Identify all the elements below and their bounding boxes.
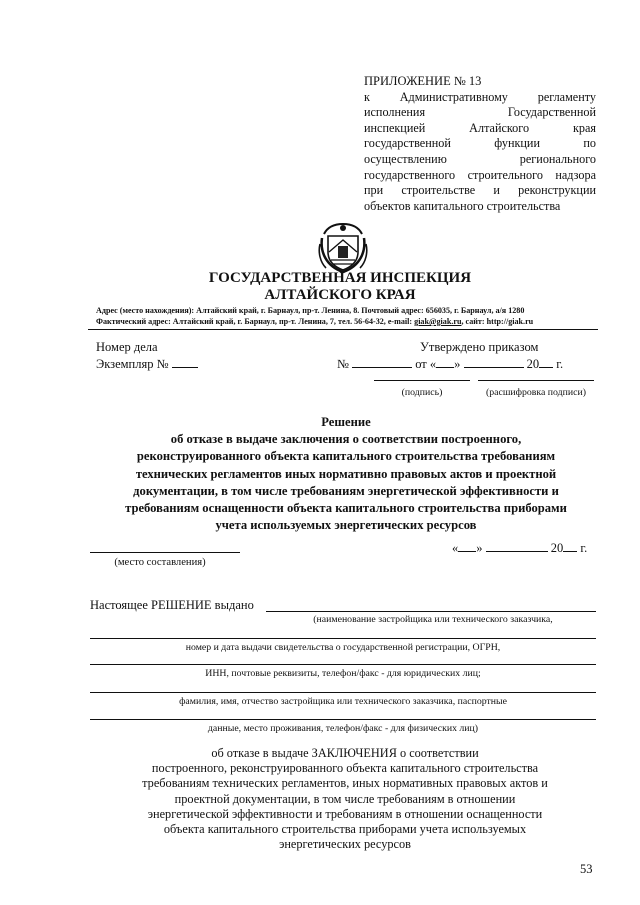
- case-number-label: Номер дела: [96, 340, 158, 354]
- address-text: , сайт: http://giak.ru: [461, 317, 534, 326]
- approved-label: Утверждено приказом: [420, 340, 539, 354]
- appendix-title: ПРИЛОЖЕНИЕ № 13: [364, 74, 482, 88]
- issued-blank-line: [90, 664, 596, 665]
- signature-caption: (подпись): [401, 387, 443, 398]
- copy-number-blank: [172, 356, 198, 368]
- email-link[interactable]: giak@giak.ru: [414, 317, 462, 326]
- place-blank-line: [90, 552, 240, 553]
- day-blank: [458, 540, 476, 552]
- order-reference: [337, 356, 563, 372]
- appendix-line: объектов капитального строительства: [364, 198, 561, 213]
- organization-name-line1: ГОСУДАРСТВЕННАЯ ИНСПЕКЦИЯ: [208, 270, 472, 286]
- issued-caption: (наименование застройщика или технического заказчика,: [313, 614, 553, 625]
- refusal-line: требованиям технических регламентов, иных нормативных правовых актов и: [142, 776, 548, 791]
- appendix-line: инспекцией Алтайского края: [364, 120, 596, 135]
- place-caption: (место составления): [114, 557, 206, 568]
- issued-label: Настоящее РЕШЕНИЕ выдано: [90, 598, 254, 612]
- order-month-blank: [464, 356, 524, 368]
- organization-name-line2: АЛТАЙСКОГО КРАЯ: [264, 287, 416, 303]
- order-day-blank: [436, 356, 454, 368]
- refusal-line: объекта капитального строительства приборами учета используемых: [163, 822, 527, 837]
- decision-line: документации, в том числе требованиям энергетической эффективности и: [133, 483, 559, 498]
- appendix-line: исполнения Государственной: [364, 105, 596, 120]
- appendix-line: при строительстве и реконструкции: [364, 183, 596, 198]
- order-date-close: »: [454, 357, 461, 371]
- header-divider: [88, 329, 598, 330]
- signature-line: [374, 380, 470, 381]
- refusal-line: проектной документации, в том числе требованиям в отношении: [174, 791, 516, 806]
- copy-number-label: Экземпляр №: [96, 357, 169, 371]
- decision-title: [96, 414, 596, 534]
- signature-decoding-caption: (расшифровка подписи): [485, 387, 586, 398]
- address-text: Фактический адрес: Алтайский край, г. Барнаул, пр-т. Ленина, 7, тел. 56-64-32, e-mail:: [96, 317, 413, 326]
- month-blank: [486, 540, 548, 552]
- order-number-blank: [352, 356, 412, 368]
- copy-number-field: [96, 356, 198, 372]
- year-suffix: г.: [580, 541, 588, 555]
- issued-blank-line: [90, 638, 596, 639]
- issued-caption: номер и дата выдачи свидетельства о государственной регистрации, ОГРН,: [185, 642, 501, 653]
- issued-caption: фамилия, имя, отчество застройщика или технического заказчика, паспортные: [179, 696, 507, 707]
- order-year-blank: [539, 356, 553, 368]
- decision-line: об отказе в выдаче заключения о соответствии построенного,: [170, 432, 522, 447]
- appendix-line: осуществлению регионального: [364, 151, 596, 166]
- decision-line: реконструированного объекта капитального строительства требованиям: [136, 449, 556, 464]
- date-close: »: [476, 541, 483, 555]
- issued-caption: данные, место проживания, телефон/факс - для физических лиц): [207, 723, 479, 734]
- signature-decoding-line: [478, 380, 594, 381]
- decision-line: учета используемых энергетических ресурсов: [215, 518, 477, 533]
- refusal-text: [110, 746, 580, 852]
- refusal-line: об отказе в выдаче ЗАКЛЮЧЕНИЯ о соответствии: [211, 746, 479, 760]
- issued-blank-line: [90, 719, 596, 720]
- decision-heading: Решение: [321, 415, 371, 429]
- order-year-suffix: г.: [556, 357, 564, 371]
- organization-address: Адрес (место нахождения): Алтайский край, г. Барнаул, пр-т. Ленина, 8. Почтовый адрес: 656035, г. Барнаул, а/я 1280: [96, 306, 525, 315]
- year: 20: [550, 541, 564, 555]
- decision-line: требованиям оснащенности объекта капитального строительства приборами: [125, 501, 567, 516]
- appendix-header: [364, 74, 596, 214]
- appendix-line: государственного строительного надзора: [364, 167, 596, 182]
- refusal-line: построенного, реконструированного объекта капитального строительства: [151, 761, 539, 776]
- year-blank: [563, 540, 577, 552]
- altai-coat-of-arms-icon: [318, 222, 368, 274]
- issued-caption: ИНН, почтовые реквизиты, телефон/факс - для юридических лиц;: [205, 668, 481, 679]
- page-number: 53: [580, 862, 593, 876]
- decision-line: технических регламентов иных нормативно правовых актов и проектной: [135, 466, 557, 481]
- appendix-line: к Административному регламенту: [364, 89, 596, 104]
- order-number-label: №: [337, 357, 349, 371]
- compose-date: [452, 540, 587, 556]
- issued-blank-line: [266, 611, 596, 612]
- refusal-line: энергетических ресурсов: [279, 837, 411, 852]
- appendix-line: государственной функции по: [364, 136, 596, 151]
- issued-blank-line: [90, 692, 596, 693]
- organization-actual-address: [96, 317, 596, 326]
- order-year: 20: [526, 357, 540, 371]
- date-open: «: [452, 541, 459, 555]
- order-date-open: от «: [415, 357, 437, 371]
- refusal-line: энергетической эффективности и требованиям в отношении оснащенности: [147, 806, 543, 821]
